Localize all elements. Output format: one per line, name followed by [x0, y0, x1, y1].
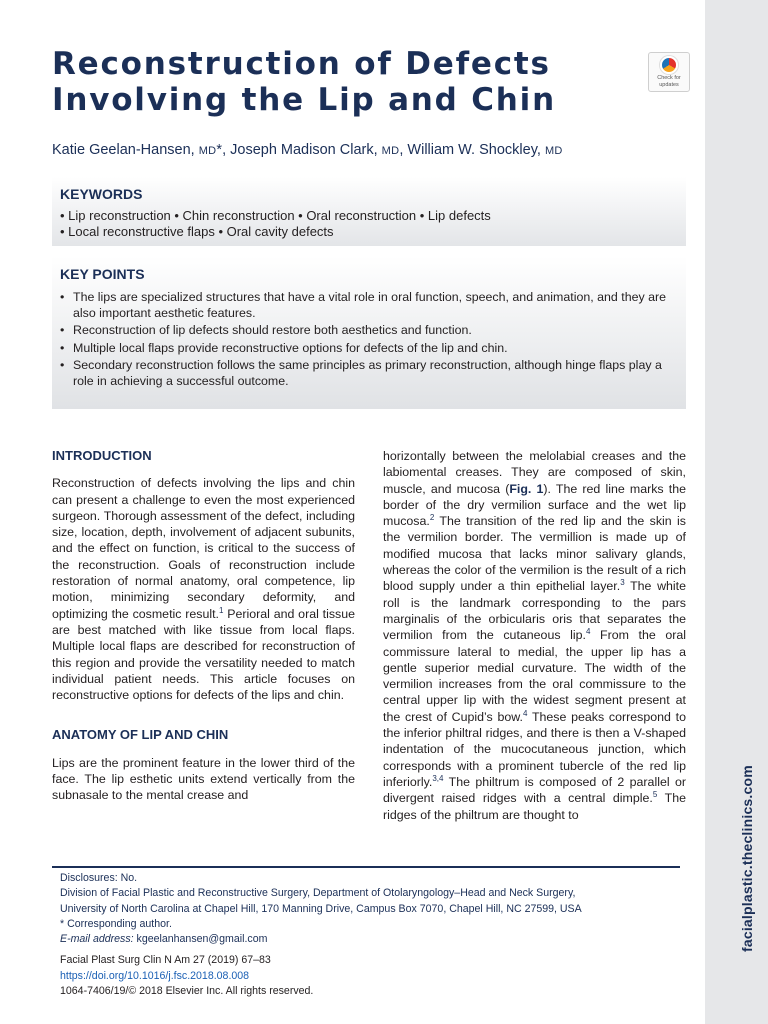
anatomy-text: From the oral commissure lateral to medial, the upper lip has a gentle superior medial curvature. The width of the vermilion increases from the oral commissure to the central upper lip with the widest segment present at the crest of Cupid’s bow.: [383, 628, 686, 724]
badge-text-1: Check for: [657, 75, 681, 81]
anatomy-text: horizontally between the melolabial creases and the labiomental creases. They are composed of skin, muscle, and mucosa (: [383, 449, 686, 496]
disclosures-note: Disclosures: No.: [60, 872, 138, 884]
author-name: William W. Shockley,: [407, 142, 545, 158]
key-point-item: • Secondary reconstruction follows the same principles as primary reconstruction, although hinge flaps play a role in achieving a successful outcome.: [60, 358, 676, 389]
author-name: Katie Geelan-Hansen,: [52, 142, 199, 158]
reference-link[interactable]: 3,4: [432, 773, 444, 783]
reference-link[interactable]: 5: [652, 790, 658, 800]
article-title: [52, 46, 672, 118]
author-list: [52, 142, 563, 158]
intro-text-a: Reconstruction of defects involving the lips and chin can present a challenge to even the most experienced surgeon. Thorough assessment of the defect, including size, location, depth, involvement of adjacent subunits, and the effect on function, is critical to the success of the reconstruction. Goals of reconstruction include restoration of normal anatomy, oral competence, lip motion, minimizing secondary deformity, and optimizing the cosmetic result.: [52, 476, 355, 621]
anatomy-text: The white roll is the landmark corresponding to the pars marginalis of the orbicularis oris that separates the vermilion from the cutaneous lip.: [383, 579, 687, 643]
key-points-list: [60, 290, 676, 391]
citation-block: [60, 953, 313, 1000]
anatomy-heading: ANATOMY OF LIP AND CHIN: [52, 727, 229, 743]
journal-site-label[interactable]: facialplastic.theclinics.com: [739, 765, 755, 952]
reference-link[interactable]: 4: [585, 627, 591, 637]
body-column-right: [383, 448, 686, 823]
badge-text-2: updates: [659, 82, 679, 88]
email-address[interactable]: kgeelanhansen@gmail.com: [133, 933, 268, 946]
reference-link[interactable]: 3: [620, 578, 625, 588]
keywords-line-1: • Lip reconstruction • Chin reconstruction • Oral reconstruction • Lip defects: [60, 208, 491, 223]
introduction-heading: INTRODUCTION: [52, 448, 152, 463]
anatomy-text: The transition of the red lip and the skin is the vermilion border. The vermillion is made up of modified mucosa that lacks minor salivary glands, whereas the color of the vermilion is the result of a rich blood supply under a thin epithelial layer.: [383, 514, 686, 594]
anatomy-paragraph-continued: [383, 448, 686, 823]
key-point-item: • Reconstruction of lip defects should restore both aesthetics and function.: [60, 323, 676, 339]
figure-1-link[interactable]: Fig. 1: [509, 481, 544, 496]
author-degree: MD: [198, 145, 217, 157]
check-for-updates-badge[interactable]: [648, 52, 690, 92]
keywords-box: [52, 177, 686, 246]
key-point-item: • The lips are specialized structures that have a vital role in oral function, speech, and animation, and they are also important aesthetic features.: [60, 290, 676, 321]
footnote-divider: [52, 866, 680, 868]
body-column-left: [52, 448, 355, 804]
anatomy-text: These peaks correspond to the inferior philtral ridges, and there is then a V-shaped indentation of the mucocutaneous junction, which corresponds with a prominent tubercle of the red lip inferiorly.: [383, 709, 686, 789]
key-points-heading: KEY POINTS: [60, 266, 145, 282]
affiliation-line-2: University of North Carolina at Chapel Hill, 170 Manning Drive, Campus Box 7070, Chapel Hill, NC 27599, USA: [60, 902, 582, 915]
reference-link[interactable]: 4: [522, 708, 528, 718]
keywords-line-2: • Local reconstructive flaps • Oral cavity defects: [60, 223, 334, 239]
crossmark-icon: [660, 56, 678, 74]
keywords-list: [60, 208, 491, 239]
intro-text-b: Perioral and oral tissue are best matched with like tissue from local flaps. Multiple local flaps are described for reconstruction of this region and provide the versatility needed to match individual patient needs. This article focuses on reconstructive options for defects of the lips and chin.: [52, 606, 355, 703]
introduction-paragraph: [52, 475, 355, 703]
author-mark: *,: [216, 142, 231, 158]
anatomy-text: ). The red line marks the border of the dry vermilion surface and the wet lip mucosa.: [383, 481, 687, 529]
sidebar-strip: [705, 0, 768, 1024]
author-name: Joseph Madison Clark,: [230, 142, 382, 158]
author-degree: MD: [381, 145, 400, 157]
anatomy-paragraph-start: Lips are the prominent feature in the lower third of the face. The lip esthetic units extend vertically from the subnasale to the mental crease and: [52, 755, 355, 803]
keywords-heading: KEYWORDS: [60, 186, 143, 202]
key-points-box: [52, 256, 686, 409]
title-line-1: Reconstruction of Defects: [52, 46, 551, 82]
footnotes: [60, 871, 700, 947]
doi-link[interactable]: https://doi.org/10.1016/j.fsc.2018.08.008: [60, 969, 250, 982]
email-label: E-mail address:: [60, 933, 134, 946]
corresponding-author-note: * Corresponding author.: [60, 917, 172, 930]
author-mark: ,: [399, 142, 408, 158]
key-point-item: • Multiple local flaps provide reconstructive options for defects of the lip and chin.: [60, 341, 676, 357]
author-degree: MD: [544, 145, 563, 157]
anatomy-text: The ridges of the philtrum are thought to: [383, 791, 686, 822]
title-line-2: Involving the Lip and Chin: [52, 82, 556, 118]
reference-link[interactable]: 1: [219, 605, 224, 615]
anatomy-text: The philtrum is composed of 2 parallel or divergent raised ridges with a central dimple.: [383, 774, 686, 806]
affiliation-line-1: Division of Facial Plastic and Reconstructive Surgery, Department of Otolaryngology–Head and Neck Surgery,: [60, 887, 576, 900]
email-line: [60, 932, 700, 947]
reference-link[interactable]: 2: [429, 513, 435, 523]
copyright-line: 1064-7406/19/© 2018 Elsevier Inc. All rights reserved.: [60, 985, 314, 997]
journal-citation: Facial Plast Surg Clin N Am 27 (2019) 67–83: [60, 954, 271, 966]
